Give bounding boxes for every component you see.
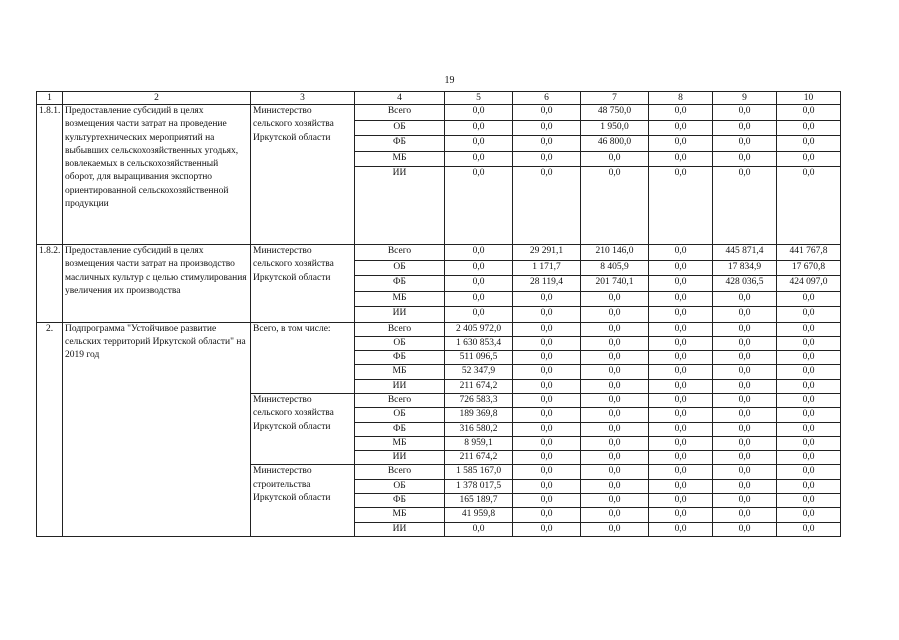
value-cell: 0,0: [777, 494, 841, 508]
value-cell: 0,0: [713, 105, 777, 121]
value-cell: 0,0: [513, 465, 581, 479]
funding-source: ИИ: [355, 307, 445, 323]
value-cell: 165 189,7: [445, 494, 513, 508]
value-cell: 0,0: [713, 322, 777, 336]
value-cell: 0,0: [713, 291, 777, 307]
row-description: Предоставление субсидий в целях возмещения части затрат на производство масличных культур с целью стимулирования увеличения их производства: [63, 245, 251, 323]
value-cell: 0,0: [713, 422, 777, 436]
value-cell: 428 036,5: [713, 276, 777, 292]
value-cell: 46 800,0: [581, 136, 649, 152]
value-cell: 0,0: [777, 291, 841, 307]
value-cell: 0,0: [777, 522, 841, 536]
value-cell: 0,0: [649, 451, 713, 465]
value-cell: 0,0: [777, 422, 841, 436]
funding-source: ФБ: [355, 494, 445, 508]
funding-source: ИИ: [355, 451, 445, 465]
value-cell: 0,0: [649, 522, 713, 536]
value-cell: 0,0: [777, 336, 841, 350]
value-cell: 0,0: [513, 422, 581, 436]
value-cell: 0,0: [713, 522, 777, 536]
value-cell: 1 630 853,4: [445, 336, 513, 350]
funding-source: ИИ: [355, 379, 445, 393]
value-cell: 0,0: [581, 522, 649, 536]
value-cell: 28 119,4: [513, 276, 581, 292]
value-cell: 0,0: [445, 260, 513, 276]
value-cell: 0,0: [513, 105, 581, 121]
value-cell: 0,0: [445, 307, 513, 323]
value-cell: 0,0: [713, 336, 777, 350]
value-cell: 0,0: [581, 451, 649, 465]
column-header: 3: [251, 92, 355, 105]
value-cell: 29 291,1: [513, 245, 581, 261]
value-cell: 0,0: [581, 422, 649, 436]
value-cell: 0,0: [445, 276, 513, 292]
budget-table: [36, 91, 841, 537]
value-cell: 0,0: [513, 436, 581, 450]
value-cell: 189 369,8: [445, 408, 513, 422]
value-cell: 0,0: [649, 436, 713, 450]
value-cell: 0,0: [713, 365, 777, 379]
value-cell: 0,0: [445, 522, 513, 536]
value-cell: 1 950,0: [581, 120, 649, 136]
value-cell: 0,0: [513, 522, 581, 536]
value-cell: 0,0: [649, 245, 713, 261]
value-cell: 0,0: [581, 393, 649, 407]
value-cell: 0,0: [513, 167, 581, 245]
funding-source: ИИ: [355, 522, 445, 536]
value-cell: 0,0: [513, 479, 581, 493]
value-cell: 0,0: [513, 393, 581, 407]
value-cell: 441 767,8: [777, 245, 841, 261]
value-cell: 445 871,4: [713, 245, 777, 261]
value-cell: 0,0: [581, 291, 649, 307]
value-cell: 0,0: [649, 393, 713, 407]
value-cell: 0,0: [713, 494, 777, 508]
column-header: 9: [713, 92, 777, 105]
value-cell: 0,0: [777, 120, 841, 136]
value-cell: 0,0: [513, 351, 581, 365]
column-header: 1: [37, 92, 63, 105]
value-cell: 0,0: [713, 465, 777, 479]
funding-source: Всего: [355, 465, 445, 479]
executor-cell: Всего, в том числе:: [251, 322, 355, 393]
value-cell: 48 750,0: [581, 105, 649, 121]
value-cell: 0,0: [581, 479, 649, 493]
value-cell: 0,0: [581, 465, 649, 479]
value-cell: 0,0: [713, 479, 777, 493]
funding-source: ФБ: [355, 351, 445, 365]
value-cell: 210 146,0: [581, 245, 649, 261]
value-cell: 0,0: [581, 408, 649, 422]
value-cell: 0,0: [713, 120, 777, 136]
column-header: 8: [649, 92, 713, 105]
value-cell: 0,0: [713, 351, 777, 365]
value-cell: 0,0: [777, 105, 841, 121]
funding-source: Всего: [355, 105, 445, 121]
column-header: 6: [513, 92, 581, 105]
value-cell: 0,0: [713, 379, 777, 393]
funding-source: ФБ: [355, 276, 445, 292]
funding-source: ОБ: [355, 260, 445, 276]
value-cell: 201 740,1: [581, 276, 649, 292]
value-cell: 0,0: [777, 351, 841, 365]
value-cell: 0,0: [777, 393, 841, 407]
value-cell: 0,0: [445, 291, 513, 307]
value-cell: 0,0: [581, 379, 649, 393]
funding-source: Всего: [355, 245, 445, 261]
value-cell: 0,0: [713, 508, 777, 522]
funding-source: МБ: [355, 508, 445, 522]
column-header: 5: [445, 92, 513, 105]
value-cell: 1 378 017,5: [445, 479, 513, 493]
value-cell: 0,0: [777, 479, 841, 493]
value-cell: 0,0: [513, 508, 581, 522]
value-cell: 0,0: [777, 465, 841, 479]
value-cell: 316 580,2: [445, 422, 513, 436]
executor-cell: Министерство сельского хозяйства Иркутской области: [251, 245, 355, 323]
value-cell: 0,0: [713, 408, 777, 422]
value-cell: 0,0: [513, 451, 581, 465]
value-cell: 0,0: [513, 307, 581, 323]
value-cell: 0,0: [649, 151, 713, 167]
value-cell: 0,0: [581, 365, 649, 379]
value-cell: 0,0: [649, 307, 713, 323]
value-cell: 0,0: [445, 136, 513, 152]
value-cell: 0,0: [513, 120, 581, 136]
value-cell: 0,0: [777, 322, 841, 336]
value-cell: 0,0: [649, 422, 713, 436]
value-cell: 0,0: [713, 307, 777, 323]
row-description: Подпрограмма "Устойчивое развитие сельских территорий Иркутской области" на 2019 год: [63, 322, 251, 536]
value-cell: 0,0: [513, 494, 581, 508]
value-cell: 0,0: [649, 508, 713, 522]
value-cell: 0,0: [777, 167, 841, 245]
value-cell: 0,0: [649, 379, 713, 393]
value-cell: 0,0: [777, 508, 841, 522]
value-cell: 0,0: [713, 393, 777, 407]
funding-source: ОБ: [355, 120, 445, 136]
row-number: 1.8.2.: [37, 245, 63, 323]
value-cell: 0,0: [581, 508, 649, 522]
funding-source: ОБ: [355, 408, 445, 422]
value-cell: 1 585 167,0: [445, 465, 513, 479]
row-description: Предоставление субсидий в целях возмещения части затрат на проведение культуртехнических мероприятий на выбывших сельскохозяйственных угодьях, вовлекаемых в сельскохозяйственный оборот, для выращивания экспортно ориентированной сельскохозяйственной продукции: [63, 105, 251, 245]
value-cell: 0,0: [513, 151, 581, 167]
value-cell: 0,0: [513, 322, 581, 336]
value-cell: 0,0: [777, 136, 841, 152]
value-cell: 0,0: [581, 151, 649, 167]
value-cell: 211 674,2: [445, 451, 513, 465]
value-cell: 211 674,2: [445, 379, 513, 393]
value-cell: 0,0: [581, 307, 649, 323]
value-cell: 0,0: [649, 336, 713, 350]
value-cell: 0,0: [649, 136, 713, 152]
value-cell: 17 670,8: [777, 260, 841, 276]
page-number: 19: [444, 75, 455, 86]
column-header: 7: [581, 92, 649, 105]
funding-source: Всего: [355, 322, 445, 336]
value-cell: 0,0: [513, 291, 581, 307]
value-cell: 0,0: [649, 105, 713, 121]
value-cell: 0,0: [649, 322, 713, 336]
value-cell: 8 405,9: [581, 260, 649, 276]
value-cell: 8 959,1: [445, 436, 513, 450]
value-cell: 0,0: [445, 105, 513, 121]
value-cell: 0,0: [713, 436, 777, 450]
row-number: 2.: [37, 322, 63, 536]
value-cell: 0,0: [713, 451, 777, 465]
funding-source: МБ: [355, 151, 445, 167]
column-header: 2: [63, 92, 251, 105]
funding-source: ИИ: [355, 167, 445, 245]
value-cell: 0,0: [513, 379, 581, 393]
table-row: [37, 245, 841, 261]
value-cell: 0,0: [581, 351, 649, 365]
funding-source: ОБ: [355, 479, 445, 493]
value-cell: 0,0: [581, 167, 649, 245]
value-cell: 0,0: [513, 365, 581, 379]
funding-source: Всего: [355, 393, 445, 407]
value-cell: 0,0: [713, 136, 777, 152]
executor-cell: Министерство сельского хозяйства Иркутской области: [251, 105, 355, 245]
value-cell: 0,0: [649, 351, 713, 365]
value-cell: 511 096,5: [445, 351, 513, 365]
column-number-row: [37, 92, 841, 105]
funding-source: МБ: [355, 436, 445, 450]
column-header: 4: [355, 92, 445, 105]
value-cell: 726 583,3: [445, 393, 513, 407]
value-cell: 0,0: [445, 151, 513, 167]
value-cell: 52 347,9: [445, 365, 513, 379]
funding-source: ФБ: [355, 136, 445, 152]
value-cell: 41 959,8: [445, 508, 513, 522]
value-cell: 0,0: [649, 291, 713, 307]
value-cell: 0,0: [445, 167, 513, 245]
value-cell: 0,0: [777, 379, 841, 393]
executor-cell: Министерство сельского хозяйства Иркутской области: [251, 393, 355, 464]
value-cell: 0,0: [581, 336, 649, 350]
value-cell: 0,0: [649, 408, 713, 422]
value-cell: 0,0: [777, 451, 841, 465]
executor-cell: Министерство строительства Иркутской области: [251, 465, 355, 536]
row-number: 1.8.1.: [37, 105, 63, 245]
value-cell: 0,0: [581, 322, 649, 336]
value-cell: 0,0: [649, 479, 713, 493]
value-cell: 0,0: [713, 167, 777, 245]
funding-source: ФБ: [355, 422, 445, 436]
value-cell: 0,0: [513, 136, 581, 152]
funding-source: МБ: [355, 291, 445, 307]
table-row: [37, 105, 841, 121]
value-cell: 2 405 972,0: [445, 322, 513, 336]
funding-source: ОБ: [355, 336, 445, 350]
value-cell: 0,0: [581, 494, 649, 508]
table-row: [37, 322, 841, 336]
value-cell: 0,0: [777, 365, 841, 379]
value-cell: 0,0: [777, 151, 841, 167]
value-cell: 0,0: [513, 336, 581, 350]
value-cell: 0,0: [649, 494, 713, 508]
value-cell: 424 097,0: [777, 276, 841, 292]
value-cell: 17 834,9: [713, 260, 777, 276]
value-cell: 0,0: [777, 307, 841, 323]
value-cell: 0,0: [649, 167, 713, 245]
value-cell: 0,0: [649, 276, 713, 292]
value-cell: 0,0: [513, 408, 581, 422]
value-cell: 1 171,7: [513, 260, 581, 276]
funding-source: МБ: [355, 365, 445, 379]
value-cell: 0,0: [713, 151, 777, 167]
value-cell: 0,0: [445, 245, 513, 261]
value-cell: 0,0: [649, 260, 713, 276]
value-cell: 0,0: [649, 120, 713, 136]
value-cell: 0,0: [649, 465, 713, 479]
value-cell: 0,0: [581, 436, 649, 450]
value-cell: 0,0: [649, 365, 713, 379]
value-cell: 0,0: [777, 408, 841, 422]
value-cell: 0,0: [445, 120, 513, 136]
value-cell: 0,0: [777, 436, 841, 450]
column-header: 10: [777, 92, 841, 105]
